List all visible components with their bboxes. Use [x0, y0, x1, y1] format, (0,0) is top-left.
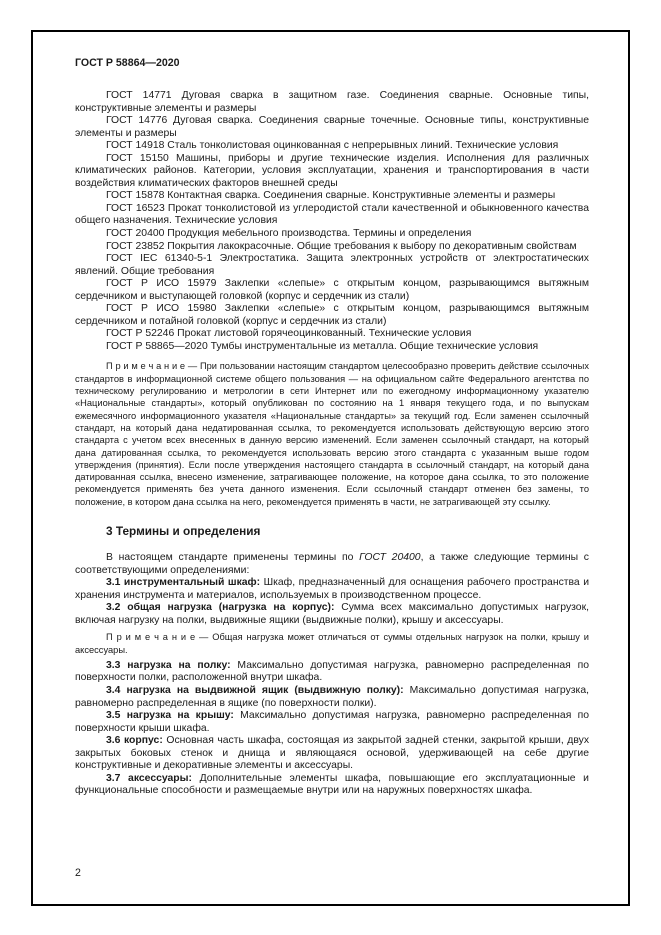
term-text: Сумма всех максимально допустимых нагрузок, включая нагрузку на полки, выдвижные ящики (выдвижные полки), крышу и аксессуары.	[75, 602, 590, 626]
reference-item: ГОСТ 23852 Покрытия лакокрасочные. Общие требования к выбору по декоративным свойствам	[106, 240, 577, 252]
term-text: Шкаф, предназначенный для оснащения рабочего пространства и хранения инструмента и материалов, используемых в производственном процессе.	[75, 577, 589, 601]
reference-item: ГОСТ 20400 Продукция мебельного производства. Термины и определения	[106, 228, 472, 240]
term-label: 3.4 нагрузка на выдвижной ящик (выдвижную полку):	[106, 685, 404, 697]
term-label: 3.1 инструментальный шкаф:	[106, 577, 261, 589]
reference-item: ГОСТ 15150 Машины, приборы и другие технические изделия. Исполнения для различных климатических районов. Категории, условия эксплуатации, хранения и транспортирования в части воздействия климатических факторов внешней среды	[75, 152, 589, 189]
reference-item: ГОСТ Р 52246 Прокат листовой горячеоцинкованный. Технические условия	[106, 328, 472, 340]
reference-item: ГОСТ 14918 Сталь тонколистовая оцинкованная с непрерывных линий. Технические условия	[106, 140, 559, 152]
reference-item: ГОСТ IEC 61340-5-1 Электростатика. Защита электронных устройств от электростатических явлений. Общие требования	[75, 253, 589, 277]
term-text: Максимально допустимая нагрузка, равномерно распределенная по поверхности полки, расположенной внутри шкафа.	[75, 659, 589, 684]
intro-text-pre: В настоящем стандарте применены термины по	[106, 552, 360, 564]
term-text: Основная часть шкафа, состоящая из закрытой задней стенки, закрытой крыши, двух закрытых боковых стенок и днища и являющаяся основой, удерживающей на себе другие конструктивные и декоративные элементы и аксессуары.	[75, 735, 590, 772]
term-label: 3.6 корпус:	[106, 735, 163, 747]
term-text: Максимально допустимая нагрузка, равномерно распределенная по поверхности крыши шкафа.	[75, 710, 589, 734]
intro-text-post: , а также следующие термины с соответствующими определениями:	[75, 552, 589, 576]
reference-item: ГОСТ 15878 Контактная сварка. Соединения сварные. Конструктивные элементы и размеры	[106, 190, 556, 202]
term-label: 3.5 нагрузка на крышу:	[106, 710, 234, 722]
reference-item: ГОСТ 14776 Дуговая сварка. Соединения сварные точечные. Основные типы, конструктивные элементы и размеры	[75, 115, 589, 139]
term-definition-3-3	[75, 660, 589, 685]
page-number: 2	[75, 867, 81, 879]
reference-item: ГОСТ Р ИСО 15980 Заклепки «слепые» с открытым концом, разрывающимся вытяжным сердечником и потайной головкой (корпус и сердечник из стали)	[75, 303, 589, 327]
intro-gost-reference: ГОСТ 20400	[359, 552, 421, 564]
term-3-2-note: П р и м е ч а н и е — Общая нагрузка может отличаться от суммы отдельных нагрузок на полки, крышу и аксессуары.	[75, 632, 589, 655]
reference-item: ГОСТ Р 58865—2020 Тумбы инструментальные из металла. Общие технические условия	[106, 340, 539, 352]
term-definition-3-5	[75, 710, 589, 735]
reference-item: ГОСТ 14771 Дуговая сварка в защитном газе. Соединения сварные. Основные типы, конструктивные элементы и размеры	[75, 90, 589, 114]
term-text: Максимально допустимая нагрузка, равномерно распределенная в ящике (по поверхности полки).	[75, 685, 589, 709]
term-definition-3-4	[75, 685, 589, 710]
reference-item: ГОСТ Р ИСО 15979 Заклепки «слепые» с открытым концом, разрывающимся вытяжным сердечником и выступающей головкой (корпус и сердечник из стали)	[75, 278, 589, 302]
section-3-heading: 3 Термины и определения	[106, 524, 261, 539]
references-note: П р и м е ч а н и е — При пользовании настоящим стандартом целесообразно проверить действие ссылочных стандартов в информационной системе общего пользования — на официальном сайте Федерального агентства по техническому регулированию и метрологии в сети Интернет или по ежегодному информационному указателю «Национальные стандарты», который опубликован по состоянию на 1 января текущего года, и по выпускам ежемесячного информационного указателя «Национальные стандарты» за текущий год. Если заменен ссылочный стандарт, на который дана недатированная ссылка, то рекомендуется использовать действующую версию этого стандарта с учетом всех внесенных в данную версию изменений. Если заменен ссылочный стандарт, на который дана датированная ссылка, то рекомендуется использовать версию этого стандарта с указанным выше годом утверждения (принятия). Если после утверждения настоящего стандарта в ссылочный стандарт, на который дана датированная ссылка, внесено изменение, затрагивающее положение, на которое дана ссылка, то это положение рекомендуется применять без учета данного изменения. Если ссылочный стандарт отменен без замены, то положение, в котором дана ссылка на него, рекомендуется применять в части, не затрагивающей эту ссылку.	[75, 361, 589, 507]
term-label: 3.2 общая нагрузка (нагрузка на корпус):	[106, 602, 335, 614]
term-text: Дополнительные элементы шкафа, повышающие его эксплуатационные и функциональные способности и размещаемые внутри или на наружных поверхностях шкафа.	[75, 772, 589, 797]
reference-item: ГОСТ 16523 Прокат тонколистовой из углеродистой стали качественной и обыкновенного качества общего назначения. Технические условия	[75, 202, 589, 227]
term-definition-3-1	[75, 577, 589, 602]
page-content	[75, 57, 589, 798]
term-definition-3-6	[75, 735, 589, 773]
references-list	[75, 90, 589, 353]
term-label: 3.3 нагрузка на полку:	[106, 659, 231, 671]
term-label: 3.7 аксессуары:	[106, 772, 192, 784]
document-header: ГОСТ Р 58864—2020	[75, 57, 180, 69]
section-3-intro	[75, 552, 589, 577]
term-definition-3-2	[75, 602, 589, 627]
term-definition-3-7	[75, 773, 589, 798]
